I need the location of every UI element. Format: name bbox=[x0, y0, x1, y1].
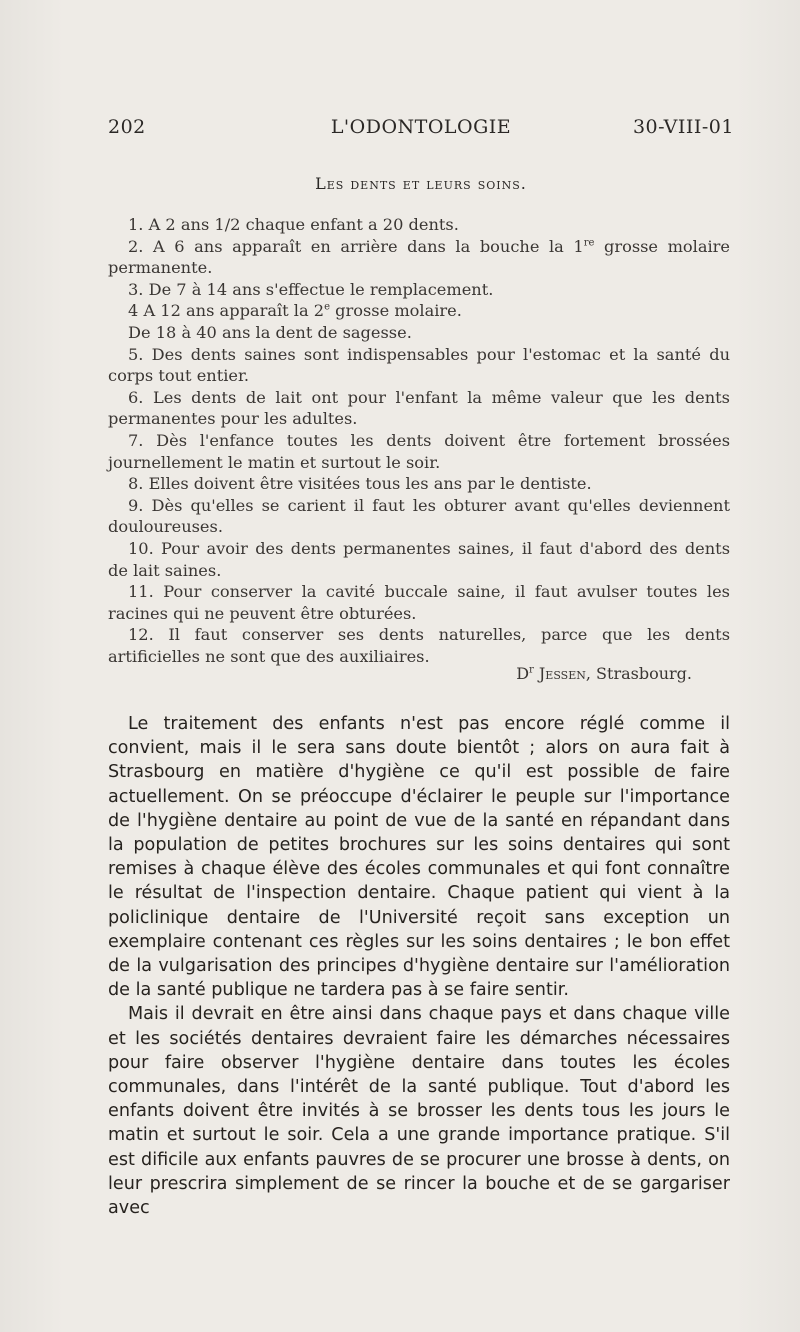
body-text bbox=[108, 712, 730, 1220]
rule-item: 6. Les dents de lait ont pour l'enfant la même valeur que les dents permanentes pour les adultes. bbox=[108, 387, 730, 429]
page-number: 202 bbox=[108, 116, 146, 138]
rule-item: 3. De 7 à 14 ans s'effectue le remplacement. bbox=[128, 279, 494, 299]
rule-item: 12. Il faut conserver ses dents naturelles, parce que les dents artificielles ne sont que des auxiliaires. bbox=[108, 625, 730, 666]
section-title: Les dents et leurs soins. bbox=[315, 174, 527, 193]
author-place: , Strasbourg. bbox=[585, 664, 692, 683]
rule-item: 4 A 12 ans apparaît la 2e grosse molaire. bbox=[128, 301, 462, 321]
rule-item: 11. Pour conserver la cavité buccale saine, il faut avulser toutes les racines qui ne peuvent être obturées. bbox=[108, 582, 730, 623]
rule-item: De 18 à 40 ans la dent de sagesse. bbox=[128, 322, 412, 342]
body-paragraph: Le traitement des enfants n'est pas encore réglé comme il convient, mais il le sera sans doute bientôt ; alors on aura fait à Strasbourg en matière d'hygiène ce qu'il est possible de faire actuellement. On se préoccupe d'éclairer le peuple sur l'importance de l'hygiène dentaire au point de vue de la santé en répandant dans la population de petites brochures sur les soins dentaires qui sont remises à chaque élève des écoles communales et qui font connaître le résultat de l'inspection dentaire. Chaque patient qui vient à la policlinique dentaire de l'Université reçoit sans exception un exemplaire contenant ces règles sur les soins dentaires ; le bon effet de la vulgarisation des principes d'hygiène dentaire sur l'amélioration de la santé publique ne tardera pas à se faire sentir. bbox=[108, 714, 730, 1001]
rule-item: 5. Des dents saines sont indispensables pour l'estomac et la santé du corps tout entier. bbox=[108, 344, 730, 386]
body-paragraph: Mais il devrait en être ainsi dans chaque pays et dans chaque ville et les sociétés dentaires devraient faire les démarches nécessaires pour faire observer l'hygiène dentaire dans toutes les écoles communales, dans l'intérêt de la santé publique. Tout d'abord les enfants doivent être invités à se brosser les dents tous les jours le matin et surtout le soir. Cela a une grande importance pratique. S'il est dificile aux enfants pauvres de se procurer une brosse à dents, on leur prescrira simplement de se rincer la bouche et de se gargariser avec bbox=[108, 1004, 730, 1219]
running-header bbox=[108, 116, 734, 142]
rule-item: 2. A 6 ans apparaît en arrière dans la bouche la 1re grosse molaire permanente. bbox=[108, 236, 731, 278]
issue-date: 30-VIII-01 bbox=[632, 116, 734, 138]
rule-item: 7. Dès l'enfance toutes les dents doivent être fortement brossées journellement le matin et surtout le soir. bbox=[108, 430, 730, 472]
rule-item: 10. Pour avoir des dents permanentes saines, il faut d'abord des dents de lait saines. bbox=[108, 538, 730, 580]
rule-item: 9. Dès qu'elles se carient il faut les obturer avant qu'elles deviennent douloureuses. bbox=[108, 495, 730, 537]
rule-item: 1. A 2 ans 1/2 chaque enfant a 20 dents. bbox=[128, 215, 459, 234]
journal-title: L'ODONTOLOGIE bbox=[330, 116, 512, 138]
rule-item: 8. Elles doivent être visitées tous les ans par le dentiste. bbox=[128, 474, 592, 494]
author-name: Jessen bbox=[538, 664, 586, 683]
author-signature: $D^r$ Jessen, Strasbourg. bbox=[516, 664, 692, 683]
rules-list bbox=[108, 214, 730, 667]
